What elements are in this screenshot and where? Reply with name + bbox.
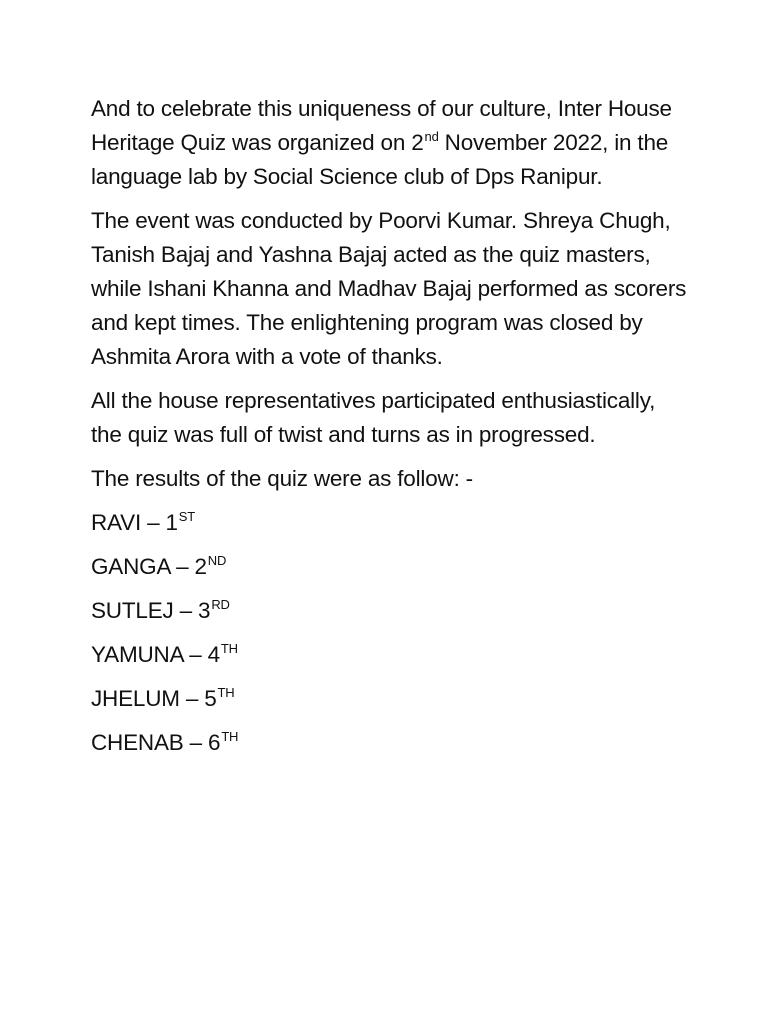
- intro-text-part2: November 2022, in the language lab by Social Science club of Dps Ranipur.: [91, 130, 669, 189]
- result-ordinal: TH: [217, 685, 235, 700]
- document-body: [91, 92, 691, 770]
- result-ordinal: ST: [178, 509, 195, 524]
- results-intro: The results of the quiz were as follow: -: [91, 466, 473, 491]
- date-ordinal-superscript: nd: [424, 129, 439, 144]
- intro-text-part1: And to celebrate this uniqueness of our culture, Inter House Heritage Quiz was organized on 2: [91, 96, 672, 155]
- result-item-jhelum: [91, 682, 691, 716]
- result-text: SUTLEJ – 3: [91, 598, 211, 623]
- result-ordinal: TH: [221, 729, 239, 744]
- result-item-ganga: [91, 550, 691, 584]
- result-text: YAMUNA – 4: [91, 642, 220, 667]
- intro-paragraph: [91, 92, 691, 194]
- result-item-chenab: [91, 726, 691, 760]
- result-ordinal: ND: [207, 553, 227, 568]
- result-text: JHELUM – 5: [91, 686, 217, 711]
- result-item-sutlej: [91, 594, 691, 628]
- participation-paragraph: All the house representatives participated enthusiastically, the quiz was full of twist and turns as in progressed.: [91, 388, 656, 447]
- result-item-ravi: [91, 506, 691, 540]
- result-item-yamuna: [91, 638, 691, 672]
- result-text: CHENAB – 6: [91, 730, 221, 755]
- result-ordinal: RD: [211, 597, 230, 612]
- result-text: RAVI – 1: [91, 510, 178, 535]
- result-ordinal: TH: [220, 641, 238, 656]
- results-list: [91, 506, 691, 760]
- event-paragraph: The event was conducted by Poorvi Kumar. Shreya Chugh, Tanish Bajaj and Yashna Bajaj acted as the quiz masters, while Ishani Khanna and Madhav Bajaj performed as scorers and kept times. The enlightening program was closed by Ashmita Arora with a vote of thanks.: [91, 208, 687, 369]
- result-text: GANGA – 2: [91, 554, 207, 579]
